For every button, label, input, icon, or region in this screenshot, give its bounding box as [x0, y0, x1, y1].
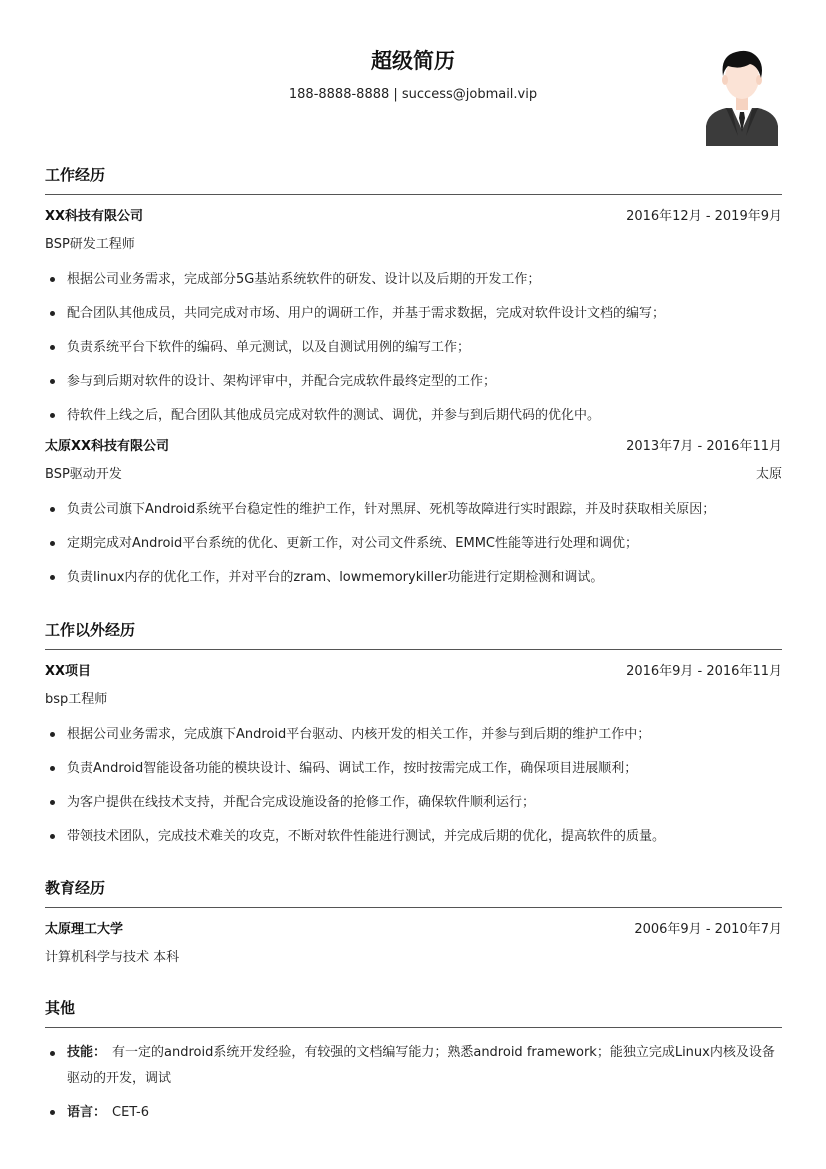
job-location: 太原 — [755, 467, 782, 482]
project-duties — [45, 718, 782, 854]
job-entry — [45, 203, 782, 433]
job-role: BSP驱动开发 — [45, 467, 122, 482]
list-item: 根据公司业务需求，完成旗下Android平台驱动、内核开发的相关工作，并参与到后期的维护工作中； — [45, 718, 782, 752]
list-item: 待软件上线之后，配合团队其他成员完成对软件的测试、调优，并参与到后期代码的优化中。 — [45, 399, 782, 433]
job-period: 2013年7月 - 2016年11月 — [626, 439, 782, 454]
job-entry — [45, 433, 782, 595]
list-item: 为客户提供在线技术支持，并配合完成设施设备的抢修工作，确保软件顺利运行； — [45, 786, 782, 820]
language-label: 语言： — [67, 1105, 107, 1120]
list-item: 负责公司旗下Android系统平台稳定性的维护工作，针对黑屏、死机等故障进行实时跟踪，并及时获取相关原因； — [45, 493, 782, 527]
language-item — [45, 1096, 782, 1130]
list-item: 带领技术团队，完成技术难关的攻克，不断对软件性能进行测试，并完成后期的优化，提高软件的质量。 — [45, 820, 782, 854]
section-title: 其他 — [45, 997, 782, 1028]
school-name: 太原理工大学 — [45, 922, 124, 937]
company-name: XX科技有限公司 — [45, 209, 144, 224]
section-misc — [45, 997, 782, 1130]
degree: 计算机科学与技术 本科 — [45, 950, 180, 965]
skills-item — [45, 1036, 782, 1096]
resume-header — [0, 46, 826, 104]
project-entry — [45, 658, 782, 854]
section-work — [45, 164, 782, 595]
job-duties — [45, 493, 782, 595]
education-entry — [45, 916, 782, 972]
job-period: 2016年12月 - 2019年9月 — [626, 209, 782, 224]
misc-list — [45, 1036, 782, 1130]
list-item: 负责系统平台下软件的编码、单元测试，以及自测试用例的编写工作； — [45, 331, 782, 365]
contact-info: 188-8888-8888 | success@jobmail.vip — [288, 87, 538, 102]
project-name: XX项目 — [45, 664, 92, 679]
skills-label: 技能： — [67, 1045, 107, 1060]
list-item: 负责Android智能设备功能的模块设计、编码、调试工作，按时按需完成工作，确保项目进展顺利； — [45, 752, 782, 786]
education-period: 2006年9月 - 2010年7月 — [634, 922, 782, 937]
job-role: BSP研发工程师 — [45, 237, 135, 252]
company-name: 太原XX科技有限公司 — [45, 439, 170, 454]
list-item: 参与到后期对软件的设计、架构评审中，并配合完成软件最终定型的工作； — [45, 365, 782, 399]
section-education — [45, 877, 782, 972]
resume-title: 超级简历 — [371, 49, 455, 73]
person-avatar-icon — [704, 46, 780, 146]
skills-text: 有一定的android系统开发经验，有较强的文档编写能力；熟悉android framework；能独立完成Linux内核及设备驱动的开发，调试 — [67, 1045, 775, 1086]
list-item: 负责linux内存的优化工作，并对平台的zram、lowmemorykiller功能进行定期检测和调试。 — [45, 561, 782, 595]
avatar — [704, 46, 780, 146]
list-item: 配合团队其他成员，共同完成对市场、用户的调研工作，并基于需求数据，完成对软件设计文档的编写； — [45, 297, 782, 331]
section-title: 工作经历 — [45, 164, 782, 195]
section-other-experience — [45, 619, 782, 854]
section-title: 教育经历 — [45, 877, 782, 908]
project-period: 2016年9月 - 2016年11月 — [626, 664, 782, 679]
list-item: 定期完成对Android平台系统的优化、更新工作，对公司文件系统、EMMC性能等进行处理和调优； — [45, 527, 782, 561]
project-role: bsp工程师 — [45, 692, 108, 707]
language-text: CET-6 — [112, 1105, 150, 1120]
section-title: 工作以外经历 — [45, 619, 782, 650]
list-item: 根据公司业务需求，完成部分5G基站系统软件的研发、设计以及后期的开发工作； — [45, 263, 782, 297]
job-duties — [45, 263, 782, 433]
